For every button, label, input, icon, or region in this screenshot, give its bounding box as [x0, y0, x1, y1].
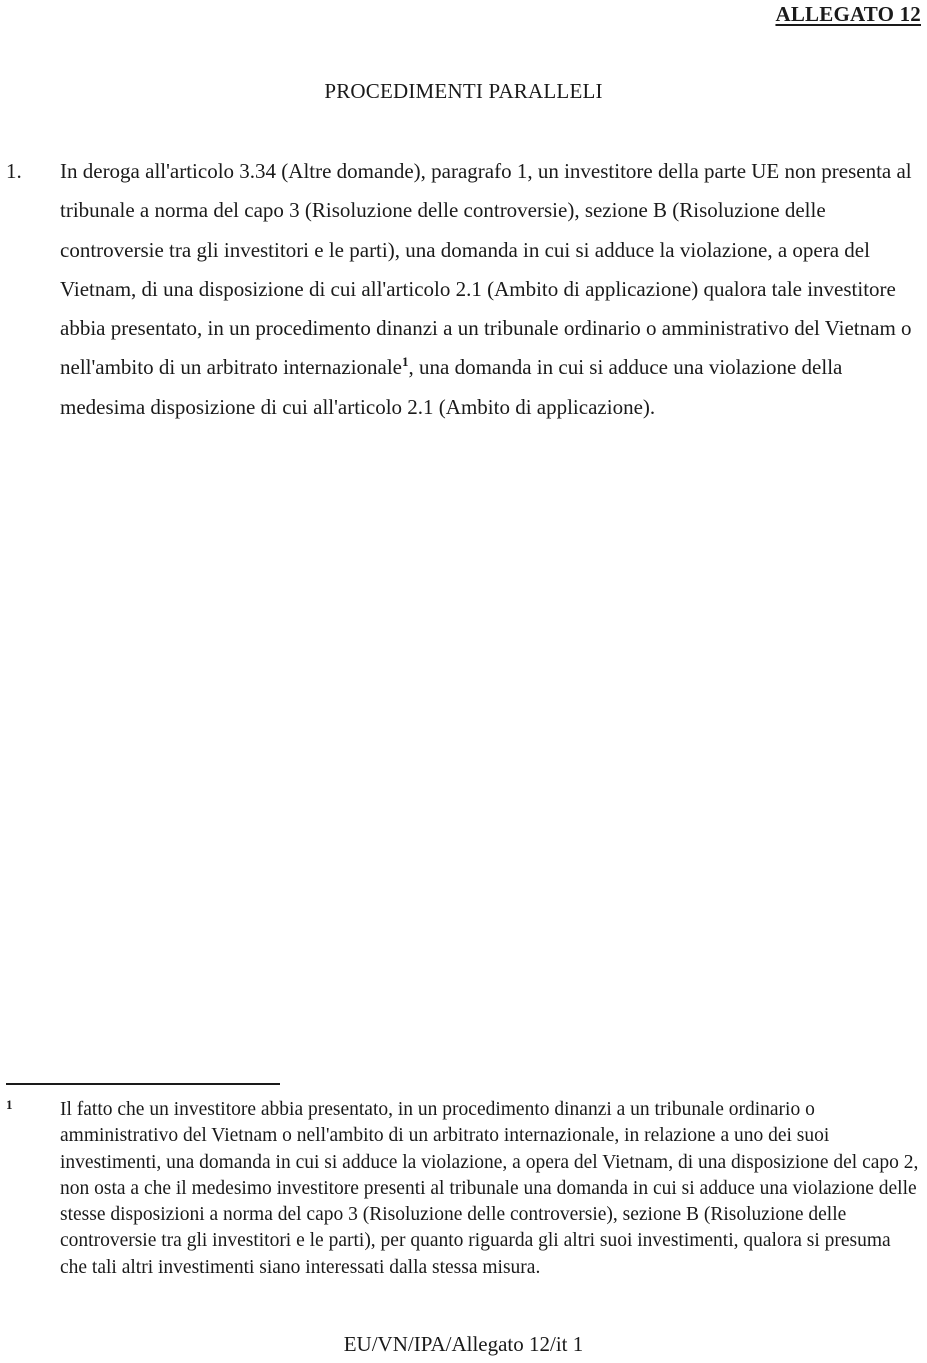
- paragraph-number: 1.: [6, 159, 22, 183]
- paragraph-text: [60, 152, 920, 427]
- footnote-number: 1: [6, 1097, 13, 1112]
- page-footer-reference: EU/VN/IPA/Allegato 12/it 1: [343, 1332, 584, 1356]
- paragraph-text-main: In deroga all'articolo 3.34 (Altre domande), paragrafo 1, un investitore della parte UE non presenta al tribunale a norma del capo 3 (Risoluzione delle controversie), sezione B (Risoluzione delle controversie tra gli investitori e le parti), una domanda in cui si adduce la violazione, a opera del Vietnam, di una disposizione di cui all'articolo 2.1 (Ambito di applicazione) qualora tale investitore abbia presentato, in un procedimento dinanzi a un tribunale ordinario o amministrativo del Vietnam o nell'ambito di un arbitrato internazionale: [60, 159, 912, 380]
- document-title: PROCEDIMENTI PARALLELI: [324, 79, 603, 103]
- footnote-text: Il fatto che un investitore abbia presentato, in un procedimento dinanzi a un tribunale ordinario o amministrativo del Vietnam o nell'ambito di un arbitrato internazionale, in relazione a uno dei suoi investimenti, una domanda in cui si adduce la violazione, a opera del Vietnam, di una disposizione del capo 2, non osta a che il medesimo investitore presenti al tribunale una domanda in cui si adduce una violazione delle stesse disposizioni a norma del capo 3 (Risoluzione delle controversie), sezione B (Risoluzione delle controversie tra gli investitori e le parti), per quanto riguarda gli altri suoi investimenti, qualora si presuma che tali altri investimenti siano interessati dalla stessa misura.: [60, 1099, 919, 1278]
- paragraph-text-continued: , una domanda in cui si adduce una violazione della medesima disposizione di cui all'articolo 2.1 (Ambito di applicazione).: [60, 355, 843, 419]
- annex-label: ALLEGATO 12: [775, 2, 921, 26]
- footnote-reference[interactable]: 1: [402, 354, 409, 370]
- footnote-separator: [6, 1083, 280, 1085]
